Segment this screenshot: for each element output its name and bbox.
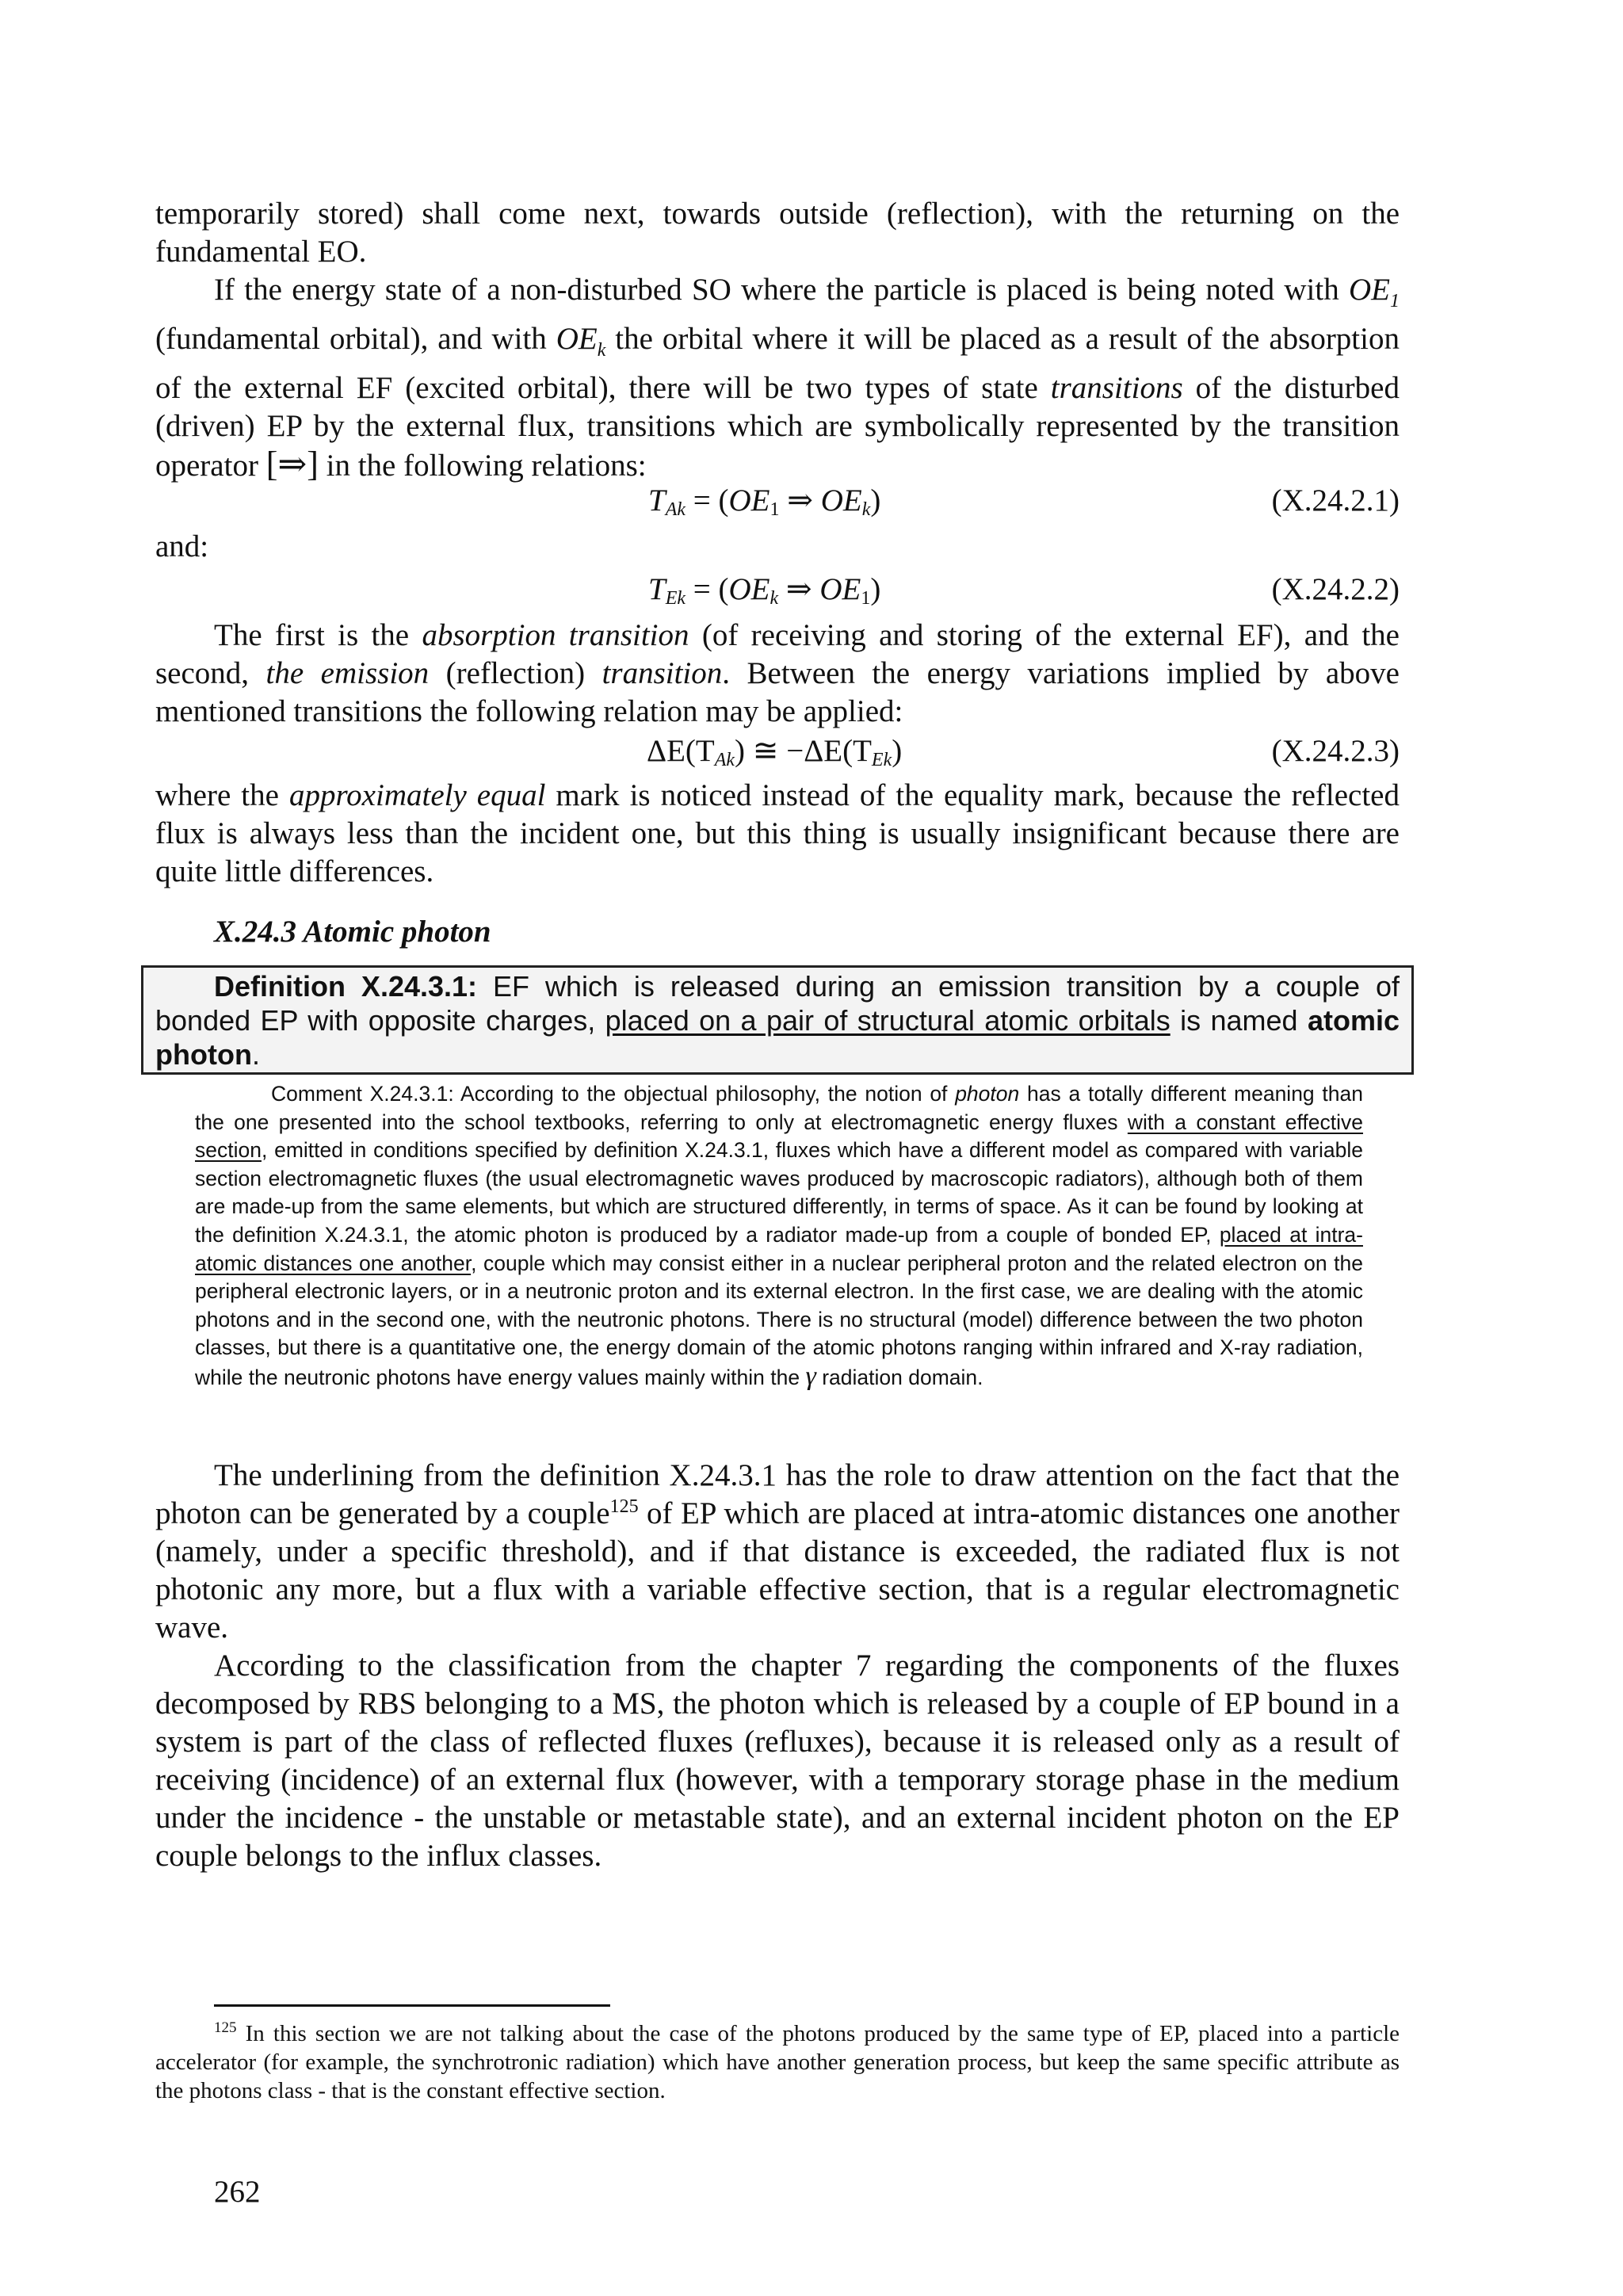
footnote: $^{125}$ In this section we are not talking about the case of the photons produced by the same type of EP, placed into a particle accelerator (for example, the synchrotronic radiation) which have another generation process, but keep the same specific attribute as the photons class - that is the constant effective section. [155, 2019, 1400, 2103]
comment-underlined-1: with a constant effective section [195, 1110, 1364, 1163]
paragraph-continuation: temporarily stored) shall come next, towards outside (reflection), with the returning on the fundamental EO. [155, 197, 1400, 269]
equation-number-1: (X.24.2.1) [1271, 483, 1400, 518]
paragraph-energy-state: If the energy state of a non-disturbed SO where the particle is placed is being noted with $OE_1$ (fundamental orbital), and with $OE_k$ the orbital where it will be placed as a result of the absorption of the external EF (excited orbital), there will be two types of state transitions of the disturbed (driven) EP by the external flux, transitions which are symbolically represented by the transition operator [⇒] in the following relations: [155, 273, 1400, 483]
paragraph-approximately-equal: where the approximately equal mark is noticed instead of the equality mark, because the reflected flux is always less than the incident one, but this thing is usually insignificant because there are quite little differences. [155, 778, 1400, 888]
transition-operator: [⇒] [265, 444, 319, 483]
definition-term: atomic photon [155, 1004, 1400, 1071]
footnote-rule [214, 2004, 610, 2007]
emphasis-approximately-equal: approximately equal [288, 778, 546, 812]
symbol-oek: $OE_k$ [556, 321, 606, 361]
equation-x-24-2-3: $\Delta E(T_{Ak})$ ≅ $-\Delta E(T_{Ek})$ [647, 734, 903, 770]
emphasis-emission: the emission [265, 656, 430, 690]
page-number: 262 [214, 2175, 261, 2209]
symbol-oe1: $OE_1$ [1349, 273, 1400, 311]
paragraph-underlining: The underlining from the definition X.24.3.1 has the role to draw attention on the fact that the photon can be generated by a couple$^{125}$ of EP which are placed at intra-atomic distances one another (namely, under a specific threshold), and if that distance is exceeded, the radiated flux is not photonic any more, but a flux with a variable effective section, that is a regular electromagnetic wave. [155, 1458, 1400, 1645]
paragraph-transitions: The first is the absorption transition (of receiving and storing of the external EF), and the second, the emission (reflection) transition. Between the energy variations implied by above mentioned transitions the following relation may be applied: [155, 618, 1400, 728]
paragraph-classification: According to the classification from the chapter 7 regarding the components of the fluxes decomposed by RBS belonging to a MS, the photon which is released by a couple of EP bound in a system is part of the class of reflected fluxes (refluxes), because it is released only as a result of receiving (incidence) of an external flux (however, with a temporary storage phase in the medium under the incidence - the unstable or metastable state), and an external incident photon on the EP couple belongs to the influx classes. [155, 1648, 1400, 1873]
comment-underlined-2: placed at intra-atomic distances one another [195, 1222, 1363, 1275]
section-heading: X.24.3 Atomic photon [214, 915, 491, 949]
gamma-symbol: γ [805, 1361, 816, 1391]
definition-underlined: placed on a pair of structural atomic orbitals [605, 1004, 1170, 1037]
equation-x-24-2-1: $T_{Ak} = (OE_1$ ⇒ $OE_k$) [648, 483, 881, 520]
emphasis-absorption-transition: absorption transition [422, 618, 689, 652]
emphasis-transition: transition [601, 656, 723, 690]
emphasis-photon: photon [955, 1082, 1020, 1106]
and-label: and: [155, 529, 209, 563]
equation-number-2: (X.24.2.2) [1271, 572, 1400, 606]
emphasis-transitions: transitions [1050, 370, 1183, 405]
comment-block: Comment X.24.3.1: According to the objectual philosophy, the notion of photon has a totally different meaning than the one presented into the school textbooks, referring to only at electromagnetic energy fluxes with a constant effective section, emitted in conditions specified by definition X.24.3.1, fluxes which have a different model as compared with variable section electromagnetic fluxes (the usual electromagnetic waves produced by macroscopic radiators), although both of them are made-up from the same elements, but which are structured differently, in terms of space. As it can be found by looking at the definition X.24.3.1, the atomic photon is produced by a radiator made-up from a couple of bonded EP, placed at intra-atomic distances one another, couple which may consist either in a nuclear peripheral proton and the related electron on the peripheral electronic layers, or in a neutronic proton and its external electron. In the first case, we are dealing with the atomic photons and in the second one, with the neutronic photons. There is no structural (model) difference between the two photon classes, but there is a quantitative one, the energy domain of the atomic photons ranging within infrared and X-ray radiation, while the neutronic photons have energy values mainly within the γ radiation domain. [195, 1082, 1364, 1391]
footnote-number: 125 [214, 2019, 237, 2036]
footnote-reference[interactable]: 125 [609, 1496, 639, 1517]
definition-text: Definition X.24.3.1: EF which is released during an emission transition by a couple of bonded EP with opposite charges, placed on a pair of structural atomic orbitals is named atomic photon. [155, 970, 1400, 1071]
equation-number-3: (X.24.2.3) [1271, 734, 1400, 768]
definition-label: Definition X.24.3.1: [214, 970, 478, 1003]
equation-x-24-2-2: $T_{Ek} = (OE_k$ ⇒ $OE_1$) [648, 572, 881, 609]
